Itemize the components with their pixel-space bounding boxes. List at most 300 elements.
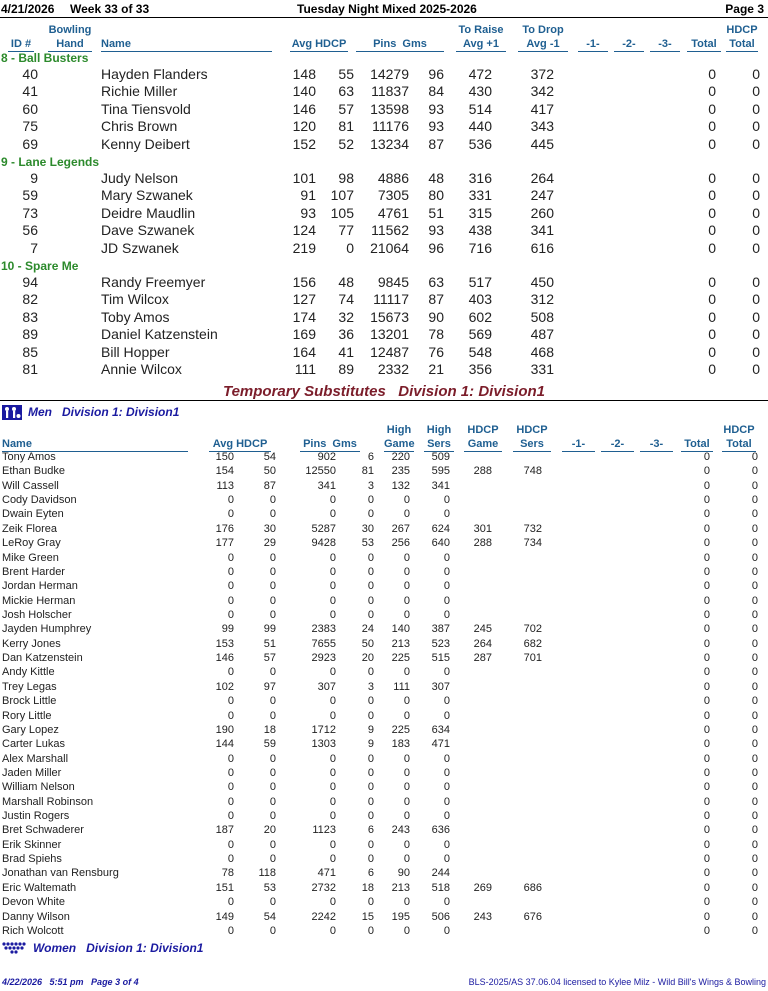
team-bowler-to-drop: 331 xyxy=(530,361,554,377)
men-division-heading xyxy=(2,405,302,421)
team-title: 9 - Lane Legends xyxy=(1,155,100,169)
sub-gms: 0 xyxy=(367,695,374,708)
team-bowler-gms: 87 xyxy=(428,135,444,152)
sub-pins: 0 xyxy=(329,795,336,808)
team-bowler-name: Tim Wilcox xyxy=(101,291,169,308)
sub-high-game: 183 xyxy=(391,738,410,751)
team-bowler-hdcp: 77 xyxy=(338,222,354,239)
substitute-row xyxy=(0,925,768,939)
sub-hdcp: 0 xyxy=(269,853,276,866)
sub-pins: 2923 xyxy=(311,652,336,664)
team-bowler-to-raise: 716 xyxy=(468,239,492,256)
sub-total: 0 xyxy=(703,551,710,564)
sub-high-sers: 0 xyxy=(443,795,450,808)
team-bowler-pins: 15673 xyxy=(370,308,409,325)
sub-col-total: Total xyxy=(681,437,713,452)
team-bowler-to-drop: 342 xyxy=(530,83,554,100)
sub-avg: 149 xyxy=(215,910,234,923)
team-bowler-hdcp: 107 xyxy=(330,187,354,204)
sub-name: Trey Legas xyxy=(2,680,57,693)
team-bowler-hdcp-total: 0 xyxy=(752,222,760,239)
sub-avg: 0 xyxy=(227,810,234,822)
sub-avg: 190 xyxy=(215,723,234,736)
team-bowler-avg: 111 xyxy=(294,361,316,377)
team-bowler-name: Daniel Katzenstein xyxy=(101,326,218,343)
team-bowler-row xyxy=(0,101,768,118)
sub-pins: 307 xyxy=(317,680,336,693)
team-bowler-hdcp: 32 xyxy=(338,308,354,325)
sub-high-game: 0 xyxy=(403,666,410,679)
team-bowler-gms: 80 xyxy=(428,187,444,204)
team-bowler-avg: 124 xyxy=(292,222,316,239)
sub-gms: 30 xyxy=(361,522,374,535)
sub-name: Mickie Herman xyxy=(2,594,76,607)
sub-hdcp: 53 xyxy=(263,881,276,894)
sub-hdcp-total: 0 xyxy=(751,824,758,837)
sub-name: Brad Spiehs xyxy=(2,853,62,866)
sub-gms: 24 xyxy=(361,623,374,636)
sub-total: 0 xyxy=(703,781,710,794)
substitute-row xyxy=(0,623,768,637)
sub-name: Alex Marshall xyxy=(2,752,69,765)
team-bowler-name: Bill Hopper xyxy=(101,343,170,360)
team-bowler-hdcp-total: 0 xyxy=(752,135,760,152)
sub-hdcp: 0 xyxy=(269,752,276,765)
substitute-row xyxy=(0,824,768,838)
sub-total: 0 xyxy=(703,637,710,650)
team-bowler-avg: 148 xyxy=(292,66,316,82)
sub-pins: 7655 xyxy=(311,637,336,650)
sub-avg: 0 xyxy=(227,924,234,937)
sub-avg: 113 xyxy=(216,479,234,492)
team-title: 8 - Ball Busters xyxy=(1,51,89,65)
sub-high-sers: 0 xyxy=(443,508,450,521)
sub-high-sers: 0 xyxy=(443,752,450,765)
team-bowler-avg: 101 xyxy=(292,170,316,186)
sub-hdcp: 0 xyxy=(269,494,276,507)
sub-pins: 902 xyxy=(317,451,336,463)
team-bowler-avg: 120 xyxy=(292,118,316,135)
team-bowler-row xyxy=(0,291,768,308)
report-header xyxy=(0,0,768,17)
sub-hdcp: 20 xyxy=(263,824,276,837)
sub-hdcp-total: 0 xyxy=(751,910,758,923)
team-bowler-pins: 7305 xyxy=(377,187,409,204)
women-division-label: Women Division 1: Division1 xyxy=(33,941,204,955)
sub-high-game: 213 xyxy=(391,637,410,650)
sub-total: 0 xyxy=(703,695,710,708)
sub-high-game: 0 xyxy=(403,551,410,564)
sub-high-game: 0 xyxy=(403,781,410,794)
sub-total: 0 xyxy=(703,666,710,679)
team-bowler-id: 60 xyxy=(22,100,38,117)
sub-gms: 0 xyxy=(367,494,374,507)
sub-name: Tony Amos xyxy=(2,451,56,463)
team-bowler-pins: 14279 xyxy=(370,66,409,82)
sub-high-game: 0 xyxy=(403,594,410,607)
team-bowler-pins: 11176 xyxy=(372,118,409,135)
team-bowler-to-drop: 445 xyxy=(530,135,554,152)
sub-pins: 5287 xyxy=(311,522,336,535)
sub-hdcp: 59 xyxy=(263,738,276,751)
substitute-row xyxy=(0,896,768,910)
sub-high-sers: 624 xyxy=(431,522,450,535)
sub-hdcp-total: 0 xyxy=(751,896,758,909)
sub-pins: 0 xyxy=(329,494,336,507)
team-bowler-row xyxy=(0,344,768,361)
substitute-row xyxy=(0,753,768,767)
report-week: Week 33 of 33 xyxy=(70,2,150,16)
team-bowler-avg: 219 xyxy=(292,239,316,256)
sub-hdcp: 29 xyxy=(263,537,276,550)
sub-pins: 0 xyxy=(329,580,336,593)
team-bowler-avg: 152 xyxy=(292,135,316,152)
team-bowler-row xyxy=(0,118,768,135)
sub-high-sers: 341 xyxy=(431,479,450,492)
sub-avg: 153 xyxy=(215,637,234,650)
sub-hdcp: 50 xyxy=(263,465,276,478)
sub-high-sers: 634 xyxy=(431,723,450,736)
team-bowler-total: 0 xyxy=(708,135,716,152)
substitute-row xyxy=(0,552,768,566)
sub-hdcp-total: 0 xyxy=(751,508,758,521)
sub-total: 0 xyxy=(703,752,710,765)
sub-hdcp: 57 xyxy=(263,652,276,664)
sub-name: Justin Rogers xyxy=(2,810,70,822)
team-bowler-hdcp: 105 xyxy=(330,204,354,221)
team-bowler-id: 73 xyxy=(22,204,38,221)
sub-hdcp-sers: 748 xyxy=(523,465,542,478)
team-bowler-name: Mary Szwanek xyxy=(101,187,193,204)
team-bowler-gms: 76 xyxy=(428,343,444,360)
sub-pins: 2383 xyxy=(311,623,336,636)
sub-pins: 0 xyxy=(329,766,336,779)
team-bowler-hdcp-total: 0 xyxy=(752,66,760,82)
substitutes-title: Temporary Substitutes Division 1: Division1 xyxy=(222,383,546,400)
team-bowler-id: 69 xyxy=(22,135,38,152)
col-avg-hdcp: Avg HDCP xyxy=(291,38,347,50)
team-bowler-to-raise: 548 xyxy=(468,343,492,360)
sub-pins: 1303 xyxy=(311,738,336,751)
sub-gms: 0 xyxy=(367,853,374,866)
sub-hdcp-sers: 702 xyxy=(523,623,542,636)
sub-high-sers: 595 xyxy=(431,465,450,478)
team-bowler-to-drop: 372 xyxy=(530,66,554,82)
team-bowler-row xyxy=(0,361,768,378)
sub-high-sers: 640 xyxy=(431,537,450,550)
sub-hdcp-total: 0 xyxy=(751,853,758,866)
sub-col-name: Name xyxy=(2,437,188,452)
team-bowler-to-raise: 430 xyxy=(468,83,492,100)
sub-total: 0 xyxy=(703,623,710,636)
sub-high-game: 0 xyxy=(403,609,410,621)
col-bowling: Bowling xyxy=(48,24,92,36)
sub-hdcp: 0 xyxy=(269,896,276,909)
sub-gms: 6 xyxy=(367,451,374,463)
sub-pins: 0 xyxy=(329,838,336,851)
team-bowler-to-drop: 450 xyxy=(530,274,554,290)
team-bowler-row xyxy=(0,136,768,153)
col-name: Name xyxy=(101,37,272,52)
team-bowler-pins: 13598 xyxy=(370,100,409,117)
sub-pins: 0 xyxy=(329,896,336,909)
sub-name: Bret Schwaderer xyxy=(2,824,84,837)
sub-name: Jordan Herman xyxy=(2,580,78,593)
sub-gms: 3 xyxy=(367,479,374,492)
sub-gms: 0 xyxy=(367,795,374,808)
team-bowler-to-drop: 343 xyxy=(530,118,554,135)
substitute-row xyxy=(0,537,768,551)
sub-name: William Nelson xyxy=(2,781,75,794)
team-bowler-gms: 93 xyxy=(428,100,444,117)
substitute-row xyxy=(0,523,768,537)
sub-high-sers: 0 xyxy=(443,781,450,794)
sub-high-game: 235 xyxy=(391,465,410,478)
sub-gms: 0 xyxy=(367,781,374,794)
team-bowler-total: 0 xyxy=(708,343,716,360)
sub-name: Carter Lukas xyxy=(2,738,65,751)
team-bowler-hdcp-total: 0 xyxy=(752,343,760,360)
header-rule xyxy=(0,17,768,18)
sub-hdcp-sers: 686 xyxy=(523,881,542,894)
sub-hdcp-total: 0 xyxy=(751,451,758,463)
team-bowler-name: Tina Tiensvold xyxy=(101,100,191,117)
team-bowler-total: 0 xyxy=(708,204,716,221)
team-bowler-hdcp: 36 xyxy=(338,326,354,343)
sub-gms: 0 xyxy=(367,565,374,578)
sub-high-sers: 387 xyxy=(431,623,450,636)
sub-total: 0 xyxy=(703,824,710,837)
team-bowler-hdcp-total: 0 xyxy=(752,239,760,256)
team-bowler-gms: 48 xyxy=(428,170,444,186)
team-bowler-pins: 11562 xyxy=(371,222,409,239)
sub-col-hdcp-game: Game xyxy=(464,437,502,452)
team-bowler-gms: 90 xyxy=(428,308,444,325)
sub-gms: 0 xyxy=(367,896,374,909)
sub-name: Brent Harder xyxy=(2,565,65,578)
sub-hdcp-total: 0 xyxy=(751,695,758,708)
sub-hdcp-game: 287 xyxy=(473,652,492,664)
sub-avg: 0 xyxy=(227,795,234,808)
substitute-row xyxy=(0,738,768,752)
team-bowler-id: 56 xyxy=(22,222,38,239)
team-bowler-name: Toby Amos xyxy=(101,308,170,325)
team-bowler-id: 7 xyxy=(30,239,38,256)
sub-avg: 177 xyxy=(215,537,234,550)
team-bowler-avg: 146 xyxy=(292,100,316,117)
sub-hdcp-total: 0 xyxy=(751,609,758,621)
substitute-row xyxy=(0,882,768,896)
team-bowler-hdcp: 0 xyxy=(346,239,354,256)
sub-high-sers: 0 xyxy=(443,838,450,851)
team-bowler-avg: 140 xyxy=(292,83,316,100)
sub-hdcp-game: 243 xyxy=(473,910,492,923)
team-bowler-hdcp: 81 xyxy=(338,118,354,135)
team-bowler-avg: 169 xyxy=(292,326,316,343)
team-bowler-hdcp: 74 xyxy=(338,291,354,308)
col-avg-minus1: Avg -1 xyxy=(518,37,568,52)
sub-avg: 144 xyxy=(215,738,234,751)
sub-high-game: 225 xyxy=(391,723,410,736)
team-bowler-hdcp-total: 0 xyxy=(752,83,760,100)
team-bowler-hdcp: 98 xyxy=(338,170,354,186)
team-bowler-row xyxy=(0,326,768,343)
sub-high-game: 0 xyxy=(403,695,410,708)
sub-gms: 15 xyxy=(361,910,374,923)
team-bowler-hdcp: 89 xyxy=(338,361,354,377)
sub-name: Jaden Miller xyxy=(2,766,62,779)
sub-high-sers: 509 xyxy=(431,451,450,463)
sub-pins: 12550 xyxy=(305,465,336,478)
team-bowler-hdcp-total: 0 xyxy=(752,361,760,377)
team-bowler-to-raise: 315 xyxy=(468,204,492,221)
sub-avg: 176 xyxy=(215,522,234,535)
team-bowler-avg: 91 xyxy=(300,187,316,204)
team-bowler-to-drop: 260 xyxy=(530,204,554,221)
team-bowler-pins: 13201 xyxy=(370,326,409,343)
col-to-drop: To Drop xyxy=(522,24,564,36)
sub-avg: 0 xyxy=(227,853,234,866)
sub-high-sers: 0 xyxy=(443,565,450,578)
sub-pins: 2732 xyxy=(311,881,336,894)
sub-avg: 187 xyxy=(215,824,234,837)
substitute-row xyxy=(0,810,768,824)
substitute-row xyxy=(0,508,768,522)
team-bowler-to-raise: 356 xyxy=(468,361,492,377)
sub-gms: 0 xyxy=(367,752,374,765)
team-bowler-to-raise: 514 xyxy=(468,100,492,117)
team-bowler-to-drop: 487 xyxy=(530,326,554,343)
team-bowler-avg: 174 xyxy=(292,308,316,325)
col-to-raise: To Raise xyxy=(458,24,504,36)
team-bowler-name: Annie Wilcox xyxy=(101,361,182,377)
team-bowler-to-drop: 417 xyxy=(530,100,554,117)
team-bowler-name: Randy Freemyer xyxy=(101,274,206,290)
sub-hdcp: 0 xyxy=(269,695,276,708)
substitute-row xyxy=(0,911,768,925)
sub-avg: 0 xyxy=(227,609,234,621)
team-bowler-gms: 87 xyxy=(428,291,444,308)
team-bowler-to-drop: 247 xyxy=(530,187,554,204)
sub-high-game: 0 xyxy=(403,508,410,521)
team-bowler-hdcp-total: 0 xyxy=(752,326,760,343)
substitute-row xyxy=(0,566,768,580)
sub-total: 0 xyxy=(703,766,710,779)
sub-total: 0 xyxy=(703,652,710,664)
sub-col-hdcp-t: HDCP xyxy=(723,424,755,436)
team-bowler-hdcp-total: 0 xyxy=(752,308,760,325)
sub-avg: 0 xyxy=(227,709,234,722)
sub-col-high-game: Game xyxy=(384,438,415,450)
team-bowler-id: 85 xyxy=(22,343,38,360)
sub-total: 0 xyxy=(703,924,710,937)
sub-col-game1: -1- xyxy=(562,437,595,452)
team-bowler-id: 9 xyxy=(30,170,38,186)
sub-total: 0 xyxy=(703,723,710,736)
sub-pins: 341 xyxy=(317,479,336,492)
sub-high-sers: 0 xyxy=(443,666,450,679)
sub-gms: 0 xyxy=(367,924,374,937)
sub-hdcp-total: 0 xyxy=(751,781,758,794)
team-bowler-to-drop: 616 xyxy=(530,239,554,256)
sub-high-game: 0 xyxy=(403,565,410,578)
team-bowler-hdcp-total: 0 xyxy=(752,118,760,135)
team-bowler-pins: 21064 xyxy=(370,239,409,256)
sub-hdcp-total: 0 xyxy=(751,766,758,779)
team-bowler-name: Chris Brown xyxy=(101,118,178,135)
col-hdcp: HDCP xyxy=(726,24,758,36)
sub-high-sers: 0 xyxy=(443,810,450,822)
col-id: ID # xyxy=(8,37,34,52)
sub-avg: 150 xyxy=(215,451,234,463)
team-bowler-pins: 12487 xyxy=(370,343,409,360)
sub-col-high: High xyxy=(386,424,412,436)
sub-name: Rory Little xyxy=(2,709,52,722)
sub-high-game: 0 xyxy=(403,709,410,722)
sub-hdcp: 51 xyxy=(263,637,276,650)
team-bowler-avg: 93 xyxy=(300,204,316,221)
sub-hdcp: 0 xyxy=(269,580,276,593)
sub-hdcp-total: 0 xyxy=(751,810,758,822)
sub-total: 0 xyxy=(703,451,710,463)
team-bowler-name: Richie Miller xyxy=(101,83,178,100)
team-bowler-total: 0 xyxy=(708,187,716,204)
sub-avg: 0 xyxy=(227,565,234,578)
team-bowler-pins: 11837 xyxy=(371,83,409,100)
sub-hdcp-total: 0 xyxy=(751,494,758,507)
sub-hdcp: 0 xyxy=(269,508,276,521)
sub-high-sers: 0 xyxy=(443,695,450,708)
sub-pins: 0 xyxy=(329,924,336,937)
team-bowler-hdcp-total: 0 xyxy=(752,100,760,117)
col-game3: -3- xyxy=(650,37,680,52)
sub-hdcp: 18 xyxy=(263,723,276,736)
sub-hdcp: 0 xyxy=(269,766,276,779)
substitute-row xyxy=(0,681,768,695)
substitute-row xyxy=(0,853,768,867)
league-name: Tuesday Night Mixed 2025-2026 xyxy=(297,2,477,16)
sub-avg: 0 xyxy=(227,551,234,564)
team-bowler-to-drop: 341 xyxy=(530,222,554,239)
team-bowler-to-raise: 536 xyxy=(468,135,492,152)
sub-high-game: 256 xyxy=(391,537,410,550)
sub-high-game: 140 xyxy=(391,623,410,636)
sub-avg: 0 xyxy=(227,752,234,765)
sub-col-pins-gms: Pins Gms xyxy=(300,437,360,452)
sub-total: 0 xyxy=(703,867,710,880)
sub-hdcp: 54 xyxy=(263,451,276,463)
sub-high-game: 0 xyxy=(403,896,410,909)
team-bowler-to-raise: 440 xyxy=(468,118,492,135)
sub-gms: 0 xyxy=(367,810,374,822)
col-game2: -2- xyxy=(614,37,644,52)
sub-gms: 0 xyxy=(367,709,374,722)
team-bowler-gms: 93 xyxy=(428,222,444,239)
sub-hdcp-total: 0 xyxy=(751,881,758,894)
sub-high-game: 0 xyxy=(403,766,410,779)
sub-gms: 0 xyxy=(367,838,374,851)
team-bowler-gms: 93 xyxy=(428,118,444,135)
substitute-row xyxy=(0,767,768,781)
sub-pins: 0 xyxy=(329,810,336,822)
sub-avg: 102 xyxy=(215,680,234,693)
sub-pins: 0 xyxy=(329,709,336,722)
sub-total: 0 xyxy=(703,508,710,521)
team-bowler-hdcp: 52 xyxy=(338,135,354,152)
sub-pins: 471 xyxy=(317,867,336,880)
sub-hdcp-game: 288 xyxy=(473,465,492,478)
substitute-row xyxy=(0,796,768,810)
